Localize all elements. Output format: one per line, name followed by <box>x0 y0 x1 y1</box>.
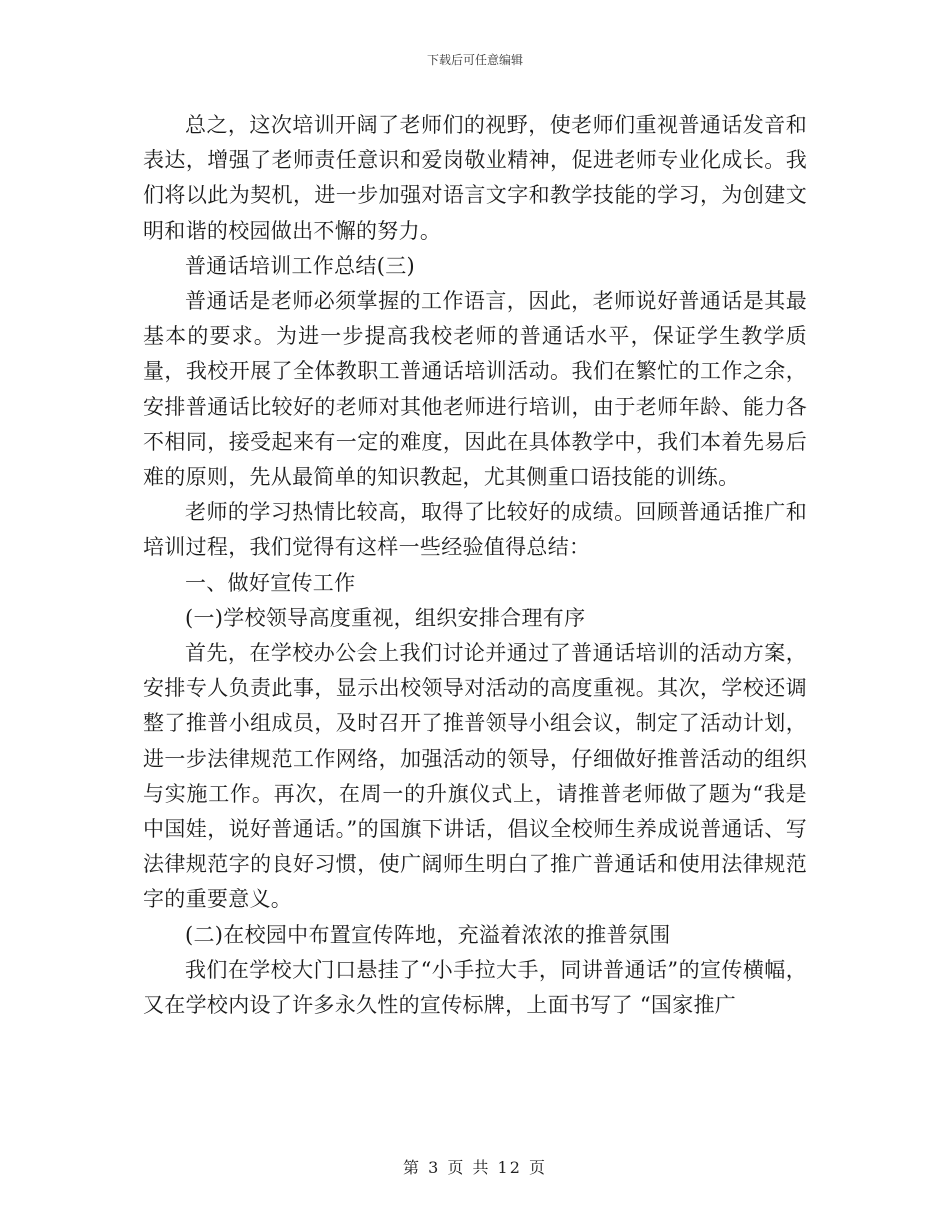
paragraph: 普通话是老师必须掌握的工作语言，因此，老师说好普通话是其最基本的要求。为进一步提高我校老师的普通话水平，保证学生教学质量，我校开展了全体教职工普通话培训活动。我们在繁忙的工作之余，安排普通话比较好的老师对其他老师进行培训，由于老师年龄、能力各不相同，接受起来有一定的难度，因此在具体教学中，我们本着先易后难的原则，先从最简单的知识教起，尤其侧重口语技能的训练。 <box>143 289 807 490</box>
paragraph: 老师的学习热情比较高，取得了比较好的成绩。回顾普通话推广和培训过程，我们觉得有这样一些经验值得总结： <box>143 500 807 560</box>
paragraph: 我们在学校大门口悬挂了“小手拉大手，同讲普通话”的宣传横幅，又在学校内设了许多永久性的宣传标牌，上面书写了 “国家推广 <box>143 957 807 1018</box>
heading-level-2: (一)学校领导高度重视，组织安排合理有序 <box>185 605 586 630</box>
paragraph: 首先，在学校办公会上我们讨论并通过了普通话培训的活动方案，安排专人负责此事，显示出校领导对活动的高度重视。其次，学校还调整了推普小组成员，及时召开了推普领导小组会议，制定了活动计划，进一步法律规范工作网络，加强活动的领导，仔细做好推普活动的组织与实施工作。再次，在周一的升旗仪式上，请推普老师做了题为“我是中国娃，说好普通话。”的国旗下讲话，倡议全校师生养成说普通话、写法律规范字的良好习惯，使广阔师生明白了推广普通话和使用法律规范字的重要意义。 <box>143 641 807 912</box>
page-header: 下载后可任意编辑 <box>426 53 523 67</box>
paragraph: 总之，这次培训开阔了老师们的视野，使老师们重视普通话发音和表达，增强了老师责任意识和爱岗敬业精神，促进老师专业化成长。我们将以此为契机，进一步加强对语言文字和教学技能的学习，为创建文明和谐的校园做出不懈的努力。 <box>143 113 807 243</box>
section-title: 普通话培训工作总结(三) <box>185 253 415 278</box>
heading-level-1: 一、做好宣传工作 <box>185 570 356 595</box>
page-footer: 第 3 页 共 12 页 <box>403 1158 547 1177</box>
heading-level-2: (二)在校园中布置宣传阵地，充溢着浓浓的推普氛围 <box>185 922 671 947</box>
document-body <box>143 108 807 1023</box>
